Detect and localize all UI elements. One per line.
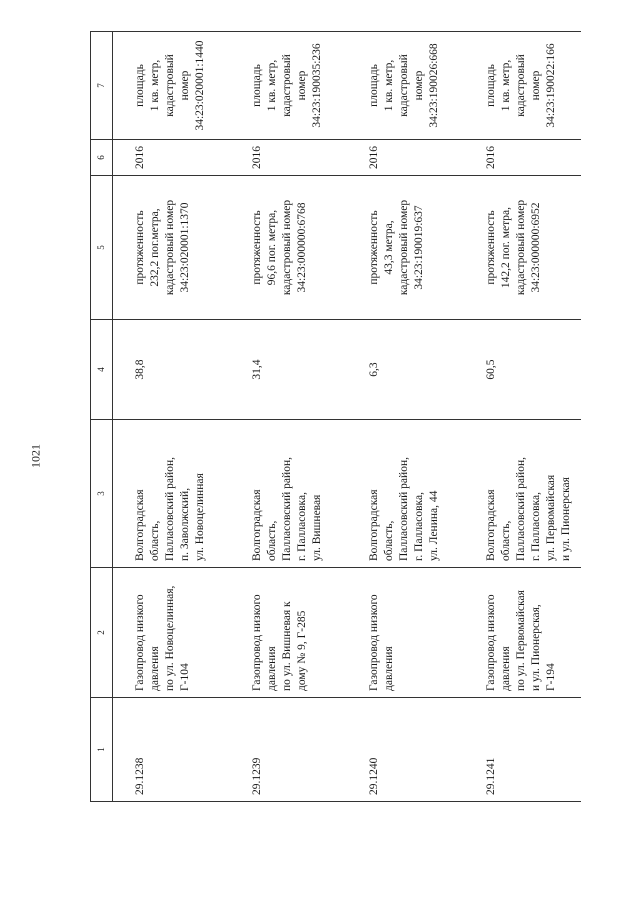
object-value: 38,8 <box>113 320 231 420</box>
column-header: 1 <box>91 698 113 802</box>
land-plot-info: площадь 1 кв. метр, кадастровый номер 34:23:190026:668 <box>347 32 464 140</box>
object-value: 60,5 <box>464 320 581 420</box>
rotated-table-container <box>90 32 572 802</box>
land-plot-info: площадь 1 кв. метр, кадастровый номер 34:23:020001:1440 <box>113 32 231 140</box>
object-address: Волгоградская область, Палласовский район, п. Заволжский, ул. Новоцелинная <box>113 420 231 568</box>
page-number: 1021 <box>28 444 43 468</box>
row-number: 29.1239 <box>230 698 347 802</box>
object-address: Волгоградская область, Палласовский район, г. Палласовка, ул. Вишневая <box>230 420 347 568</box>
object-year: 2016 <box>464 140 581 176</box>
object-properties: протяженность 232,2 пог.метра, кадастровый номер 34:23:020001:1370 <box>113 176 231 320</box>
object-name: Газопровод низкого давления <box>347 568 464 698</box>
table-row <box>347 32 464 802</box>
column-header: 5 <box>91 176 113 320</box>
object-year: 2016 <box>230 140 347 176</box>
object-year: 2016 <box>347 140 464 176</box>
object-name: Газопровод низкого давления по ул. Вишневая к дому № 9, Г-285 <box>230 568 347 698</box>
table-header-row <box>91 32 113 802</box>
object-year: 2016 <box>113 140 231 176</box>
registry-table <box>90 31 581 802</box>
object-value: 6,3 <box>347 320 464 420</box>
column-header: 7 <box>91 32 113 140</box>
object-name: Газопровод низкого давления по ул. Новоцелинная, Г-104 <box>113 568 231 698</box>
table-row <box>113 32 231 802</box>
row-number: 29.1240 <box>347 698 464 802</box>
column-header: 3 <box>91 420 113 568</box>
object-address: Волгоградская область, Палласовский район, г. Палласовка, ул. Первомайская и ул. Пионерская <box>464 420 581 568</box>
object-address: Волгоградская область, Палласовский район, г. Палласовка, ул. Ленина, 44 <box>347 420 464 568</box>
column-header: 6 <box>91 140 113 176</box>
object-properties: протяженность 96,6 пог. метра, кадастровый номер 34:23:000000:6768 <box>230 176 347 320</box>
object-value: 31,4 <box>230 320 347 420</box>
table-viewport <box>90 32 572 802</box>
object-properties: протяженность 142,2 пог. метра, кадастровый номер 34:23:000000:6952 <box>464 176 581 320</box>
table-row <box>230 32 347 802</box>
land-plot-info: площадь 1 кв. метр, кадастровый номер 34:23:190022:166 <box>464 32 581 140</box>
object-name: Газопровод низкого давления по ул. Первомайская и ул. Пионерская, Г-194 <box>464 568 581 698</box>
column-header: 4 <box>91 320 113 420</box>
object-properties: протяженность 43,3 метра, кадастровый номер 34:23:190019:637 <box>347 176 464 320</box>
column-header: 2 <box>91 568 113 698</box>
row-number: 29.1241 <box>464 698 581 802</box>
row-number: 29.1238 <box>113 698 231 802</box>
table-row <box>464 32 581 802</box>
land-plot-info: площадь 1 кв. метр, кадастровый номер 34:23:190035:236 <box>230 32 347 140</box>
